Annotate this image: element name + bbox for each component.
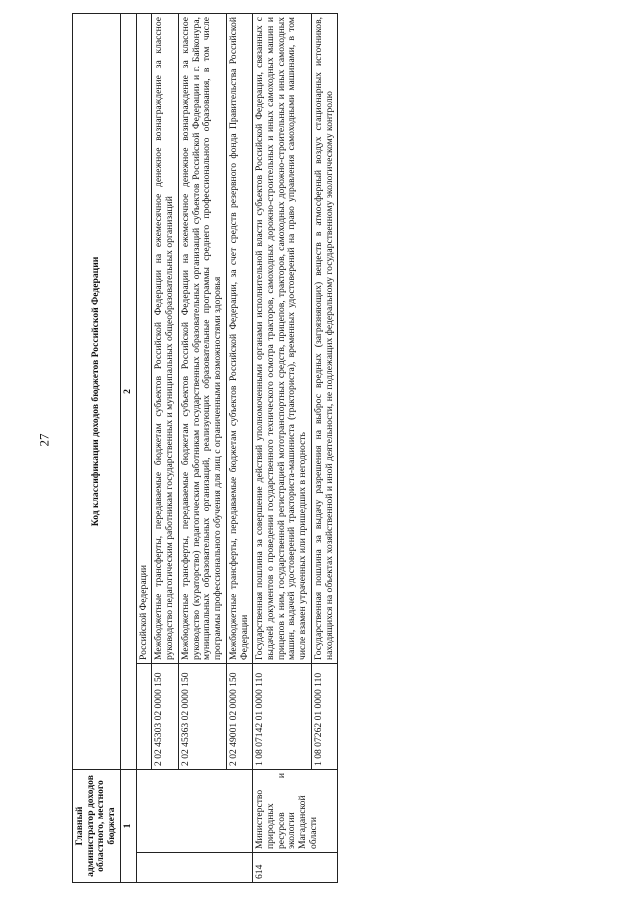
code-cell: 2 02 45303 02 0000 150 [152,664,178,770]
column-number-2: 2 [120,14,136,770]
admin-name-cell [136,770,253,853]
table-row [178,14,226,883]
admin-code-cell: 614 [253,853,338,883]
name-cell: Межбюджетные трансферты, передаваемые бюджетам субъектов Российской Федерации на ежемесячное денежное вознаграждение за классное руководство (кураторство) педагогическим работникам государственных образовательных организаций субъектов Российской Федерации и г. Байконура, муниципальных образовательных организаций, реализующих образовательные программы среднего профессионального образования, в том числе программы профессионального обучения для лиц с ограниченными возможностями здоровья [178,14,226,664]
header-row [73,14,121,883]
code-cell: 1 08 07262 01 0000 110 [311,664,337,770]
name-cell: Государственная пошлина за выдачу разрешения на выброс вредных (загрязняющих) веществ в атмосферный воздух стационарных источников, находящихся на объектах хозяйственной и иной деятельности, не подлежащих федеральному государственному экологическому контролю [311,14,337,664]
code-cell: 2 02 45363 02 0000 150 [178,664,226,770]
admin-name-cell: Министерство природных ресурсов и экологии Магаданской области [253,770,338,853]
table-row [136,14,152,883]
header-admin: Главный администратор доходов областного, местного бюджета [73,770,121,883]
page-number: 27 [36,433,52,447]
code-cell [136,664,152,770]
name-cell: Межбюджетные трансферты, передаваемые бюджетам субъектов Российской Федерации на ежемесячное денежное вознаграждение за классное руководство педагогическим работникам государственных и муниципальных общеобразовательных организаций [152,14,178,664]
table-row [152,14,178,883]
column-number-row [120,14,136,883]
column-number-1: 1 [120,770,136,883]
header-classification: Код классификации доходов бюджетов Российской Федерации [73,14,121,770]
name-cell: Российской Федерации [136,14,152,664]
code-cell: 1 08 07142 01 0000 110 [253,664,312,770]
name-cell: Межбюджетные трансферты, передаваемые бюджетам субъектов Российской Федерации, за счет средств резервного фонда Правительства Российской Федерации [226,14,252,664]
admin-code-cell [136,853,253,883]
name-cell: Государственная пошлина за совершение действий уполномоченными органами исполнительной власти субъектов Российской Федерации, связанных с выдачей документов о проведении государственного технического осмотра тракторов, самоходных дорожно-строительных и иных самоходных машин и прицепов к ним, государственной регистрацией мототранспортных средств, прицепов, тракторов, самоходных дорожно-строительных и иных самоходных машин, выдачей удостоверений тракториста-машиниста (тракториста), временных удостоверений на право управления самоходными машинами, в том числе взамен утраченных или пришедших в негодность [253,14,312,664]
revenue-classification-table [72,13,338,883]
table-row [253,14,312,883]
table-row [226,14,252,883]
code-cell: 2 02 49001 02 0000 150 [226,664,252,770]
table-row [311,14,337,883]
